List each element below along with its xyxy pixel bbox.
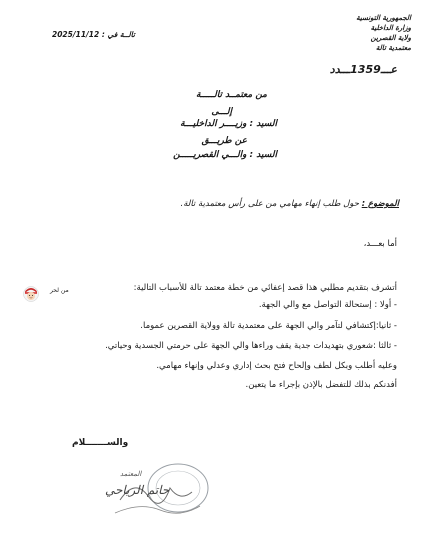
- address-from: من معتمــد تالـــــة: [195, 90, 267, 100]
- header-country: الجمهورية التونسية: [356, 14, 411, 22]
- header-delegation: معتمدية تالة: [375, 44, 411, 52]
- signature-title: المعتمد: [120, 470, 142, 478]
- letter-date: تالــة في : 2025/11/12: [52, 30, 135, 39]
- address-to: إلـــى: [211, 107, 232, 117]
- body-request: وعليه أطلب وبكل لطف وإلحاح فتح بحث إداري وعدلي وإنهاء مهامي.: [156, 361, 397, 371]
- address-recipient: السيد : وزيــــر الداخليـــة: [180, 119, 277, 129]
- reference-number: عـــ1359ـــدد: [329, 63, 397, 76]
- body-reason-1: - أولا : إستحالة التواصل مع والي الجهة.: [258, 300, 397, 310]
- body-reason-3: - ثالثا :شعوري بتهديدات جدية يقف وراءها والي الجهة على حرمتي الجسدية وحياتي.: [105, 341, 397, 351]
- comment-label[interactable]: من لحر: [50, 287, 69, 294]
- header-ministry: وزارة الداخلية: [370, 24, 411, 32]
- header-governorate: ولاية القصرين: [370, 34, 411, 42]
- face-avatar-icon[interactable]: [23, 286, 39, 302]
- body-reason-2: - ثانيا:إكتشافي لتآمر والي الجهة على معتمدية تالة وولاية القصرين عموما.: [140, 321, 397, 331]
- subject-line: [181, 199, 399, 209]
- subject-label: الموضوع :: [361, 199, 399, 209]
- subject-text: حول طلب إنهاء مهامي من على رأس معتمدية تالة.: [180, 199, 359, 209]
- greeting: أما بعـــد،: [363, 239, 397, 249]
- body-paragraph-intro: أتشرف بتقديم مطلبي هذا قصد إعفائي من خطة معتمد تالة للأسباب التالية:: [133, 283, 397, 293]
- body-closing-line: أفدنكم بذلك للتفضل بالإذن بإجراء ما يتعين.: [245, 380, 397, 390]
- address-via: عن طريـــق: [201, 136, 247, 146]
- closing-salutation: والســـــــلام: [72, 438, 129, 448]
- address-via-recipient: السيد : والـــي القصريـــــن: [173, 150, 277, 160]
- signature-name: حاتم الرياحي: [105, 483, 170, 497]
